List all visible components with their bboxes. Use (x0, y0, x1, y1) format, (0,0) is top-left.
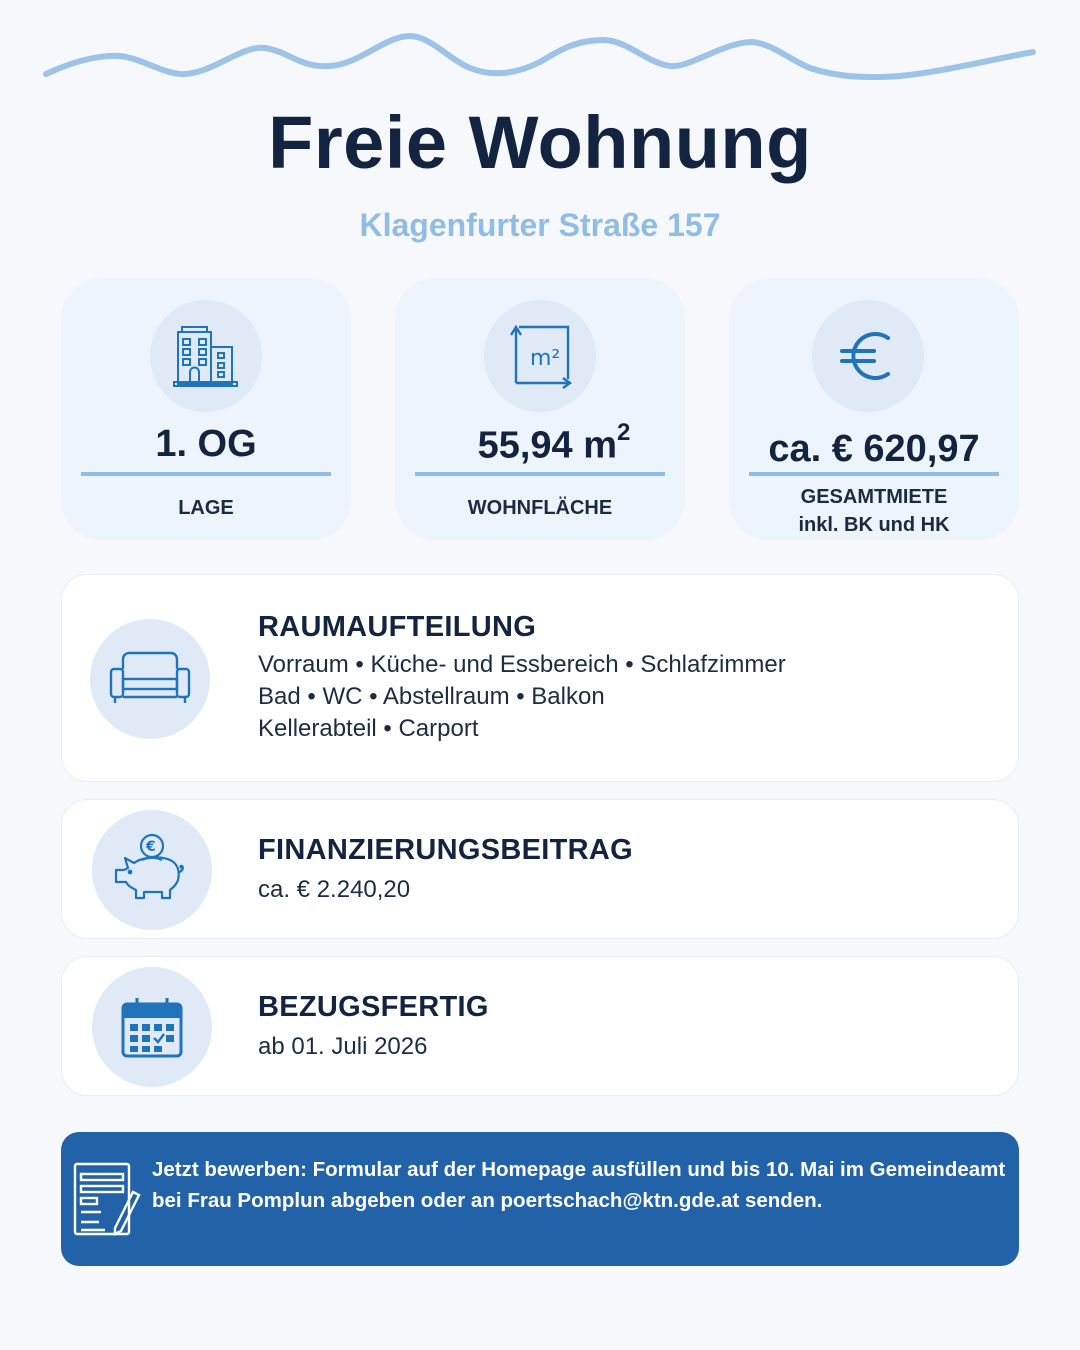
euro-icon (838, 326, 898, 386)
icon-circle (92, 967, 212, 1087)
stat-value: 55,94 $m^2$ (477, 419, 631, 467)
banner-text: Jetzt bewerben: Formular auf der Homepage ausfüllen und bis 10. Mai im Gemeindeamt bei Frau Pomplun abgeben oder an poertschach@ktn.gde.at senden. (152, 1158, 1006, 1212)
document-pen-icon (71, 1160, 151, 1240)
stat-label: GESAMTMIETE inkl. BK und HK (798, 486, 950, 536)
building-icon (173, 325, 239, 387)
application-banner (61, 1132, 1019, 1266)
icon-circle (90, 619, 210, 739)
stat-card-wohnflaeche (395, 278, 685, 540)
icon-circle (812, 300, 924, 412)
card-bezugsfertig (61, 956, 1019, 1096)
stat-label: WOHNFLÄCHE (467, 497, 613, 519)
stat-value: ca. € 620,97 (768, 428, 980, 470)
piggy-bank-icon (112, 830, 192, 910)
card-heading: RAUMAUFTEILUNG (258, 611, 537, 643)
svg-text:m²: m² (530, 346, 561, 371)
icon-circle (150, 300, 262, 412)
stat-value: 1. OG (155, 423, 257, 465)
icon-circle (92, 810, 212, 930)
divider (81, 472, 331, 476)
card-body: ca. € 2.240,20 (258, 876, 411, 903)
wave-decoration (0, 0, 1080, 100)
icon-circle (484, 300, 596, 412)
card-finanzierungsbeitrag (61, 799, 1019, 939)
svg-text:€: € (146, 839, 156, 855)
divider (749, 472, 999, 476)
card-body: ab 01. Juli 2026 (258, 1033, 428, 1060)
sofa-icon (109, 651, 191, 707)
stat-card-gesamtmiete (729, 278, 1019, 540)
area-m2-icon (507, 323, 573, 389)
divider (415, 472, 665, 476)
card-heading: BEZUGSFERTIG (258, 991, 489, 1023)
calendar-icon (119, 994, 185, 1060)
card-heading: FINANZIERUNGSBEITRAG (258, 834, 633, 866)
stat-card-lage (61, 278, 351, 540)
card-body: Vorraum • Küche- und Essbereich • Schlafzimmer Bad • WC • Abstellraum • Balkon Kellerabteil • Carport (258, 651, 786, 742)
stat-label: LAGE (178, 497, 234, 519)
page-title: Freie Wohnung (268, 101, 812, 184)
address-subtitle: Klagenfurter Straße 157 (359, 207, 721, 243)
card-raumaufteilung (61, 574, 1019, 782)
